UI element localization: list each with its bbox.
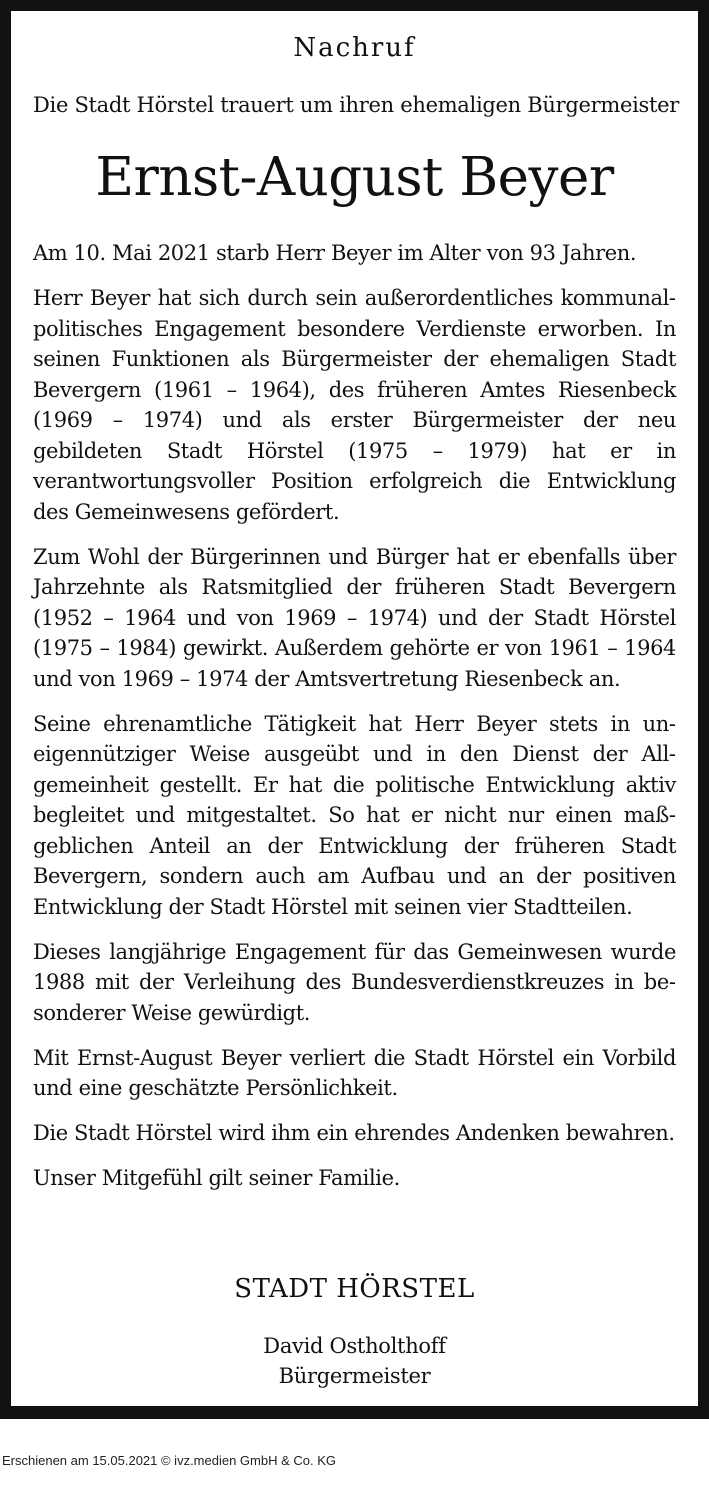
paragraph-death-date: Am 10. Mai 2021 starb Herr Beyer im Alter von 93 Jahren.	[33, 241, 637, 265]
publication-footer: Erschienen am 15.05.2021 © ivz.medien GmbH & Co. KG	[2, 1453, 337, 1468]
notice-subline: Die Stadt Hörstel trauert um ihren ehemaligen Bürgermeister	[33, 93, 679, 117]
deceased-name: Ernst-August Beyer	[95, 147, 614, 208]
paragraph-council: Zum Wohl der Bürgerinnen und Bürger hat er ebenfalls über Jahrzehnte als Ratsmitglied der früheren Stadt Bevergern (1952 – 1964 und von 1969 – 1974) und der Stadt Hörstel (1975 – 1984) gewirkt. Außerdem gehörte er von 1961 – 1964 und von 1969 – 1974 der Amtsvertretung Riesenbeck an.	[33, 544, 676, 691]
signer-name: David Ostholthoff	[263, 1334, 446, 1358]
notice-kicker: Nachruf	[293, 33, 416, 63]
city-signature: STADT HÖRSTEL	[234, 1274, 475, 1304]
paragraph-merits: Herr Beyer hat sich durch sein außerordentliches kommunalpolitisches Engagement besondere Verdienste erworben. In seinen Funktionen als Bürgermeister der ehemaligen Stadt Bevergern (1961 – 1964), des früheren Amtes Riesenbeck (1969 – 1974) und als erster Bürgermeister der neu gebildeten Stadt Hörstel (1975 – 1979) hat er in verantwortungsvoller Position erfolgreich die Entwicklung des Gemeinwesens gefördert.	[33, 286, 676, 524]
paragraph-remembrance: Die Stadt Hörstel wird ihm ein ehrendes Andenken bewahren.	[33, 1121, 675, 1145]
paragraph-award: Dieses langjährige Engagement für das Gemeinwesen wurde 1988 mit der Verleihung des Bundesverdienstkreuzes in besonderer Weise gewürdigt.	[33, 939, 676, 1025]
signer-title: Bürgermeister	[278, 1364, 431, 1388]
signer-block	[33, 1331, 676, 1391]
paragraph-honorary-work: Seine ehrenamtliche Tätigkeit hat Herr Beyer stets in uneigennütziger Weise ausgeübt und in den Dienst der Allgemeinheit gestellt. Er hat die politische Entwicklung aktiv begleitet und mitgestaltet. So hat er nicht nur einen maßgeblichen Anteil an der Entwicklung der früheren Stadt Bevergern, sondern auch am Aufbau und an der positiven Entwicklung der Stadt Hörstel mit seinen vier Stadtteilen.	[33, 711, 676, 919]
paragraph-role-model: Mit Ernst-August Beyer verliert die Stadt Hörstel ein Vorbild und eine geschätzte Persönlichkeit.	[33, 1045, 676, 1100]
paragraph-condolences: Unser Mitgefühl gilt seiner Familie.	[33, 1166, 400, 1190]
notice-body	[33, 238, 676, 1208]
